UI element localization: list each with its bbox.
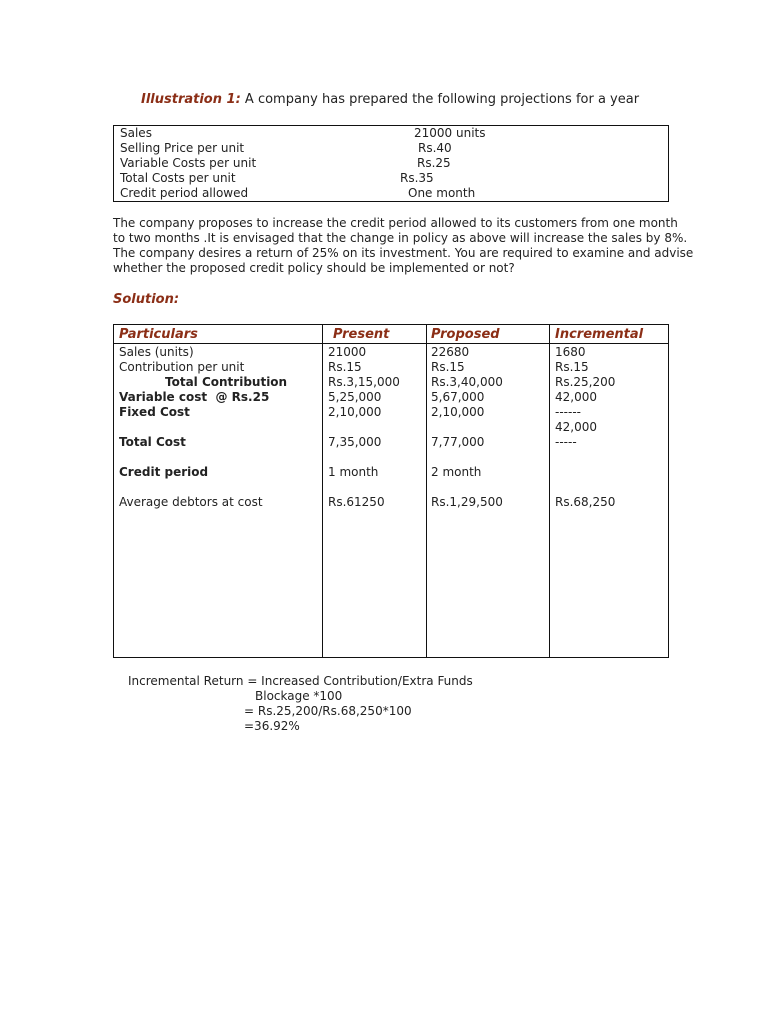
cell-incremental: Rs.15 <box>555 360 589 374</box>
column-header-incremental: Incremental <box>555 327 644 342</box>
cell-proposed: 2 month <box>431 465 482 479</box>
cell-particular: Total Contribution <box>165 375 288 389</box>
cell-present: 2,10,000 <box>328 405 382 419</box>
cell-particular: Variable cost @ Rs.25 <box>119 390 270 404</box>
projection-label: Sales <box>120 126 152 140</box>
formula-line: Blockage *100 <box>255 689 343 703</box>
cell-particular: Sales (units) <box>119 345 194 359</box>
cell-particular: Total Cost <box>119 435 186 449</box>
cell-particular: Contribution per unit <box>119 360 245 374</box>
formula-line: Incremental Return = Increased Contribution/Extra Funds <box>128 674 473 688</box>
paragraph-line: The company desires a return of 25% on its investment. You are required to examine and advise <box>113 246 694 260</box>
cell-incremental: 42,000 <box>555 420 597 434</box>
illustration-heading <box>141 92 639 107</box>
column-header-present: Present <box>333 327 390 342</box>
cell-proposed: 2,10,000 <box>431 405 485 419</box>
cell-incremental: Rs.68,250 <box>555 495 616 509</box>
column-header-particulars: Particulars <box>119 327 198 342</box>
cell-present: 1 month <box>328 465 379 479</box>
illustration-label: Illustration 1: <box>141 92 241 107</box>
cell-incremental: 42,000 <box>555 390 597 404</box>
solution-table <box>113 324 669 658</box>
projection-label: Selling Price per unit <box>120 141 245 155</box>
projection-value: Rs.40 <box>418 141 452 155</box>
column-divider <box>549 325 550 657</box>
cell-present: Rs.61250 <box>328 495 385 509</box>
paragraph-line: to two months .It is envisaged that the change in policy as above will increase the sales by 8%. <box>113 231 688 245</box>
cell-particular: Credit period <box>119 465 209 479</box>
cell-incremental: ----- <box>555 435 577 449</box>
cell-incremental: ------ <box>555 405 581 419</box>
cell-incremental: Rs.25,200 <box>555 375 616 389</box>
illustration-text: A company has prepared the following projections for a year <box>244 92 640 107</box>
cell-particular: Average debtors at cost <box>119 495 263 509</box>
column-header-proposed: Proposed <box>431 327 500 342</box>
column-divider <box>426 325 427 657</box>
cell-present: Rs.15 <box>328 360 362 374</box>
problem-paragraph <box>113 216 694 276</box>
projection-label: Total Costs per unit <box>120 171 236 185</box>
projection-value: Rs.25 <box>417 156 451 170</box>
formula-line: = Rs.25,200/Rs.68,250*100 <box>244 704 412 718</box>
cell-proposed: 5,67,000 <box>431 390 485 404</box>
projection-value: Rs.35 <box>400 171 434 185</box>
cell-proposed: Rs.3,40,000 <box>431 375 503 389</box>
cell-present: 21000 <box>328 345 367 359</box>
cell-proposed: Rs.1,29,500 <box>431 495 503 509</box>
cell-present: 7,35,000 <box>328 435 382 449</box>
projection-label: Variable Costs per unit <box>120 156 257 170</box>
projection-value: One month <box>408 186 476 200</box>
column-divider <box>322 325 323 657</box>
projection-label: Credit period allowed <box>120 186 249 200</box>
projections-box <box>113 125 669 202</box>
header-divider <box>114 343 668 344</box>
paragraph-line: The company proposes to increase the credit period allowed to its customers from one month <box>113 216 678 230</box>
cell-present: Rs.3,15,000 <box>328 375 400 389</box>
formula-line: =36.92% <box>244 719 300 733</box>
cell-proposed: 22680 <box>431 345 470 359</box>
cell-proposed: 7,77,000 <box>431 435 485 449</box>
cell-particular: Fixed Cost <box>119 405 190 419</box>
cell-incremental: 1680 <box>555 345 586 359</box>
cell-present: 5,25,000 <box>328 390 382 404</box>
projection-value: 21000 units <box>414 126 486 140</box>
paragraph-line: whether the proposed credit policy should be implemented or not? <box>113 261 515 275</box>
solution-heading: Solution: <box>113 292 180 307</box>
cell-proposed: Rs.15 <box>431 360 465 374</box>
